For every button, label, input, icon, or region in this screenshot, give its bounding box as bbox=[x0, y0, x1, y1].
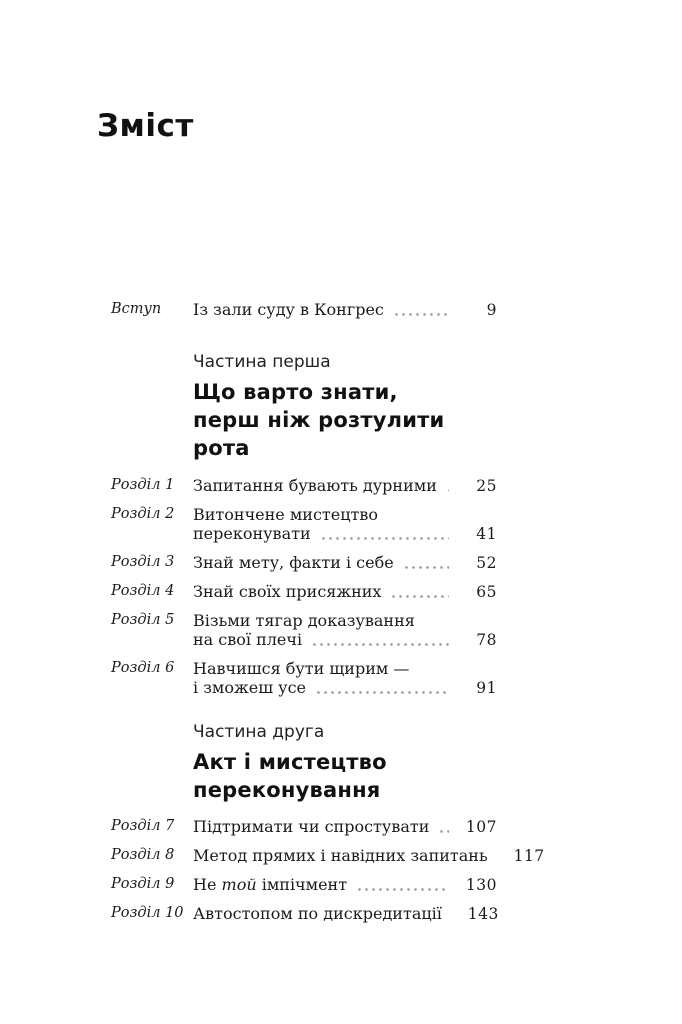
chapter-title: Знай своїх присяжних bbox=[193, 582, 382, 601]
chapter-label: Розділ 3 bbox=[111, 554, 175, 570]
chapter-label: Розділ 9 bbox=[111, 876, 175, 892]
chapter-title: Автостопом по дискредитації bbox=[193, 904, 442, 923]
chapter-title: Не той імпічмент bbox=[193, 875, 348, 894]
chapter-label: Розділ 8 bbox=[111, 847, 175, 863]
chapter-label: Розділ 5 bbox=[111, 612, 175, 628]
page-number: 130 bbox=[465, 876, 497, 894]
chapter-label: Розділ 1 bbox=[111, 477, 175, 493]
page-number: 91 bbox=[476, 679, 497, 697]
part-heading-1 bbox=[193, 350, 497, 462]
toc-entry bbox=[111, 476, 497, 496]
dotted-leader bbox=[403, 566, 449, 569]
toc-entry bbox=[111, 505, 497, 544]
dotted-leader bbox=[393, 313, 449, 316]
chapter-label: Розділ 6 bbox=[111, 660, 175, 676]
part-kicker: Частина друга bbox=[193, 722, 325, 742]
page-number: 117 bbox=[513, 847, 545, 865]
part-title-line: перш ніж розтулити рота bbox=[193, 408, 445, 460]
toc-entry bbox=[111, 875, 497, 895]
dotted-leader bbox=[438, 830, 449, 833]
chapter-label: Розділ 4 bbox=[111, 583, 175, 599]
toc-entry bbox=[111, 611, 497, 650]
chapter-title: Знай мету, факти і себе bbox=[193, 553, 394, 572]
dotted-leader bbox=[320, 537, 449, 540]
part-title-line: Що варто знати, bbox=[193, 380, 398, 404]
page-number: 41 bbox=[476, 525, 497, 543]
toc-entry bbox=[111, 659, 497, 698]
table-of-contents bbox=[111, 300, 545, 933]
toc-entry bbox=[111, 904, 497, 924]
page-number: 78 bbox=[476, 631, 497, 649]
page-number: 9 bbox=[486, 301, 497, 319]
chapter-title: і зможеш усе bbox=[193, 678, 306, 697]
dotted-leader bbox=[311, 643, 449, 646]
part-kicker: Частина перша bbox=[193, 352, 331, 372]
toc-entry-intro bbox=[111, 300, 497, 320]
dotted-leader bbox=[390, 595, 449, 598]
chapter-label: Розділ 10 bbox=[111, 905, 184, 921]
page-number: 107 bbox=[465, 818, 497, 836]
chapter-title: Витончене мистецтво bbox=[193, 505, 379, 524]
dotted-leader bbox=[446, 489, 449, 492]
page-number: 143 bbox=[467, 905, 499, 923]
dotted-leader bbox=[315, 691, 449, 694]
part-title-line: переконування bbox=[193, 778, 381, 802]
chapter-label: Розділ 2 bbox=[111, 506, 175, 522]
chapter-title: Навчишся бути щирим — bbox=[193, 659, 410, 678]
chapter-title: Візьми тягар доказування bbox=[193, 611, 415, 630]
chapter-label: Розділ 7 bbox=[111, 818, 175, 834]
toc-entry bbox=[111, 582, 497, 602]
toc-entry bbox=[111, 817, 497, 837]
chapter-title: на свої плечі bbox=[193, 630, 303, 649]
page-title: Зміст bbox=[97, 108, 194, 144]
emphasized-word: той bbox=[221, 875, 257, 894]
dotted-leader bbox=[356, 888, 449, 891]
chapter-label: Вступ bbox=[111, 301, 162, 317]
chapter-title: Запитання бувають дурними bbox=[193, 476, 437, 495]
chapter-title: Із зали суду в Конгрес bbox=[193, 300, 384, 319]
page-number: 52 bbox=[476, 554, 497, 572]
page-number: 65 bbox=[476, 583, 497, 601]
chapter-title: переконувати bbox=[193, 524, 311, 543]
chapter-title: Метод прямих і навідних запитань bbox=[193, 846, 488, 865]
toc-entry bbox=[111, 553, 497, 573]
page-number: 25 bbox=[476, 477, 497, 495]
chapter-title: Підтримати чи спростувати bbox=[193, 817, 430, 836]
part-title-line: Акт і мистецтво bbox=[193, 750, 387, 774]
toc-entry bbox=[111, 846, 545, 866]
part-heading-2 bbox=[193, 720, 497, 804]
